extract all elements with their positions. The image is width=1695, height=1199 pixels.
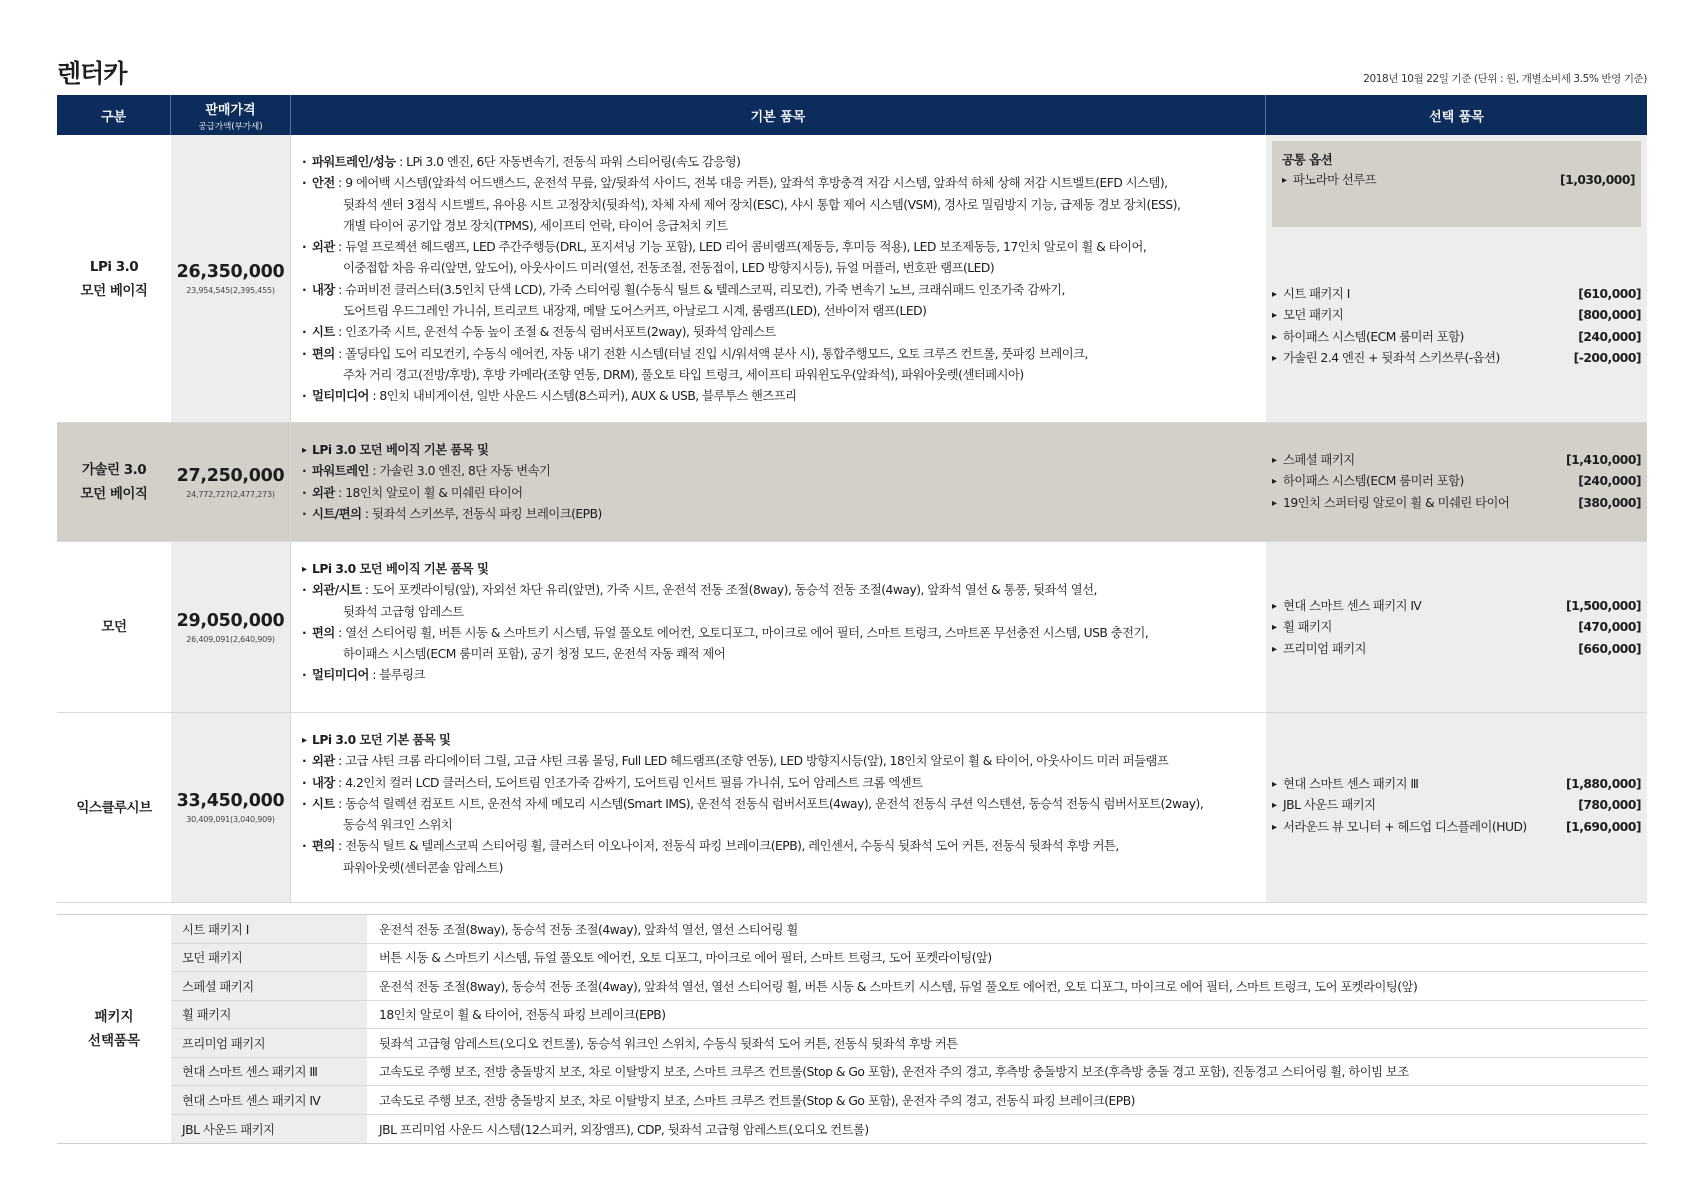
option-line: ▸ 프리미엄 패키지 [660,000] <box>1272 639 1641 660</box>
common-options-title: 공통 옵션 <box>1282 152 1333 167</box>
trim-row-exclusive <box>57 713 1647 903</box>
package-name: 현대 스마트 센스 패키지 Ⅳ <box>171 1086 367 1114</box>
option-items <box>1266 423 1647 541</box>
trim-name: 익스클루시브 <box>76 799 152 816</box>
package-row <box>171 915 1647 944</box>
option-line: ▸ 휠 패키지 [470,000] <box>1272 617 1641 638</box>
option-line: ▸ 가솔린 2.4 엔진 + 뒷좌석 스키쓰루(-옵션) [-200,000] <box>1272 348 1641 369</box>
package-row <box>171 1086 1647 1115</box>
header-price: 판매가격 공급가액(부가세) <box>171 95 291 135</box>
basis-note: 2018년 10월 22일 기준 (단위 : 원, 개별소비세 3.5% 반영 기준) <box>1363 73 1647 85</box>
package-desc: 뒷좌석 고급형 암레스트(오디오 컨트롤), 동승석 워크인 스위치, 수동식 뒷좌석 도어 커튼, 전동식 뒷좌석 후방 커튼 <box>379 1036 958 1051</box>
basic-items <box>291 135 1266 422</box>
feature-line: · 편의 : 전동식 틸트 & 텔레스코픽 스티어링 휠, 클러스터 이오나이저, 전동식 파킹 브레이크(EPB), 레인센서, 수동식 뒷좌석 도어 커튼, 전동식 뒷좌석 후방 커튼, <box>302 836 1256 857</box>
feature-line: · 시트/편의 : 뒷좌석 스키쓰루, 전동식 파킹 브레이크(EPB) <box>302 504 1256 525</box>
feature-continuation: 뒷좌석 고급형 암레스트 <box>343 604 464 619</box>
feature-continuation: 하이패스 시스템(ECM 룸미러 포함), 공기 청정 모드, 운전석 자동 쾌적 제어 <box>343 647 726 662</box>
package-name: 휠 패키지 <box>171 1001 367 1029</box>
feature-line: · 파워트레인/성능 : LPi 3.0 엔진, 6단 자동변속기, 전동식 파워 스티어링(속도 감응형) <box>302 152 1256 173</box>
feature-line: · 외관 : 18인치 알로이 휠 & 미쉐린 타이어 <box>302 483 1256 504</box>
option-line: ▸ 현대 스마트 센스 패키지 Ⅲ [1,880,000] <box>1272 774 1641 795</box>
feature-continuation: 주차 거리 경고(전방/후방), 후방 카메라(조향 연동, DRM), 풀오토 타입 트렁크, 세이프티 파워윈도우(앞좌석), 파워아웃렛(센터페시아) <box>343 367 1024 382</box>
feature-continuation: 파워아웃렛(센터콘솔 암레스트) <box>343 860 503 875</box>
feature-line: · 시트 : 동승석 릴렉션 컴포트 시트, 운전석 자세 메모리 시스템(Smart IMS), 운전석 전동식 럼버서포트(4way), 운전석 전동식 쿠션 익스텐션, 동승석 전동식 럼버서포트(2way), <box>302 794 1256 815</box>
package-desc: 18인치 알로이 휠 & 타이어, 전동식 파킹 브레이크(EPB) <box>379 1008 666 1023</box>
feature-line: · 외관/시트 : 도어 포켓라이팅(앞), 자외선 차단 유리(앞면), 가죽 시트, 운전석 전동 조절(8way), 동승석 전동 조절(4way), 앞좌석 열선 & 통풍, 뒷좌석 열선, <box>302 580 1256 601</box>
trim-row-lpi-modern-basic <box>57 135 1647 423</box>
option-line: ▸ 하이패스 시스템(ECM 룸미러 포함) [240,000] <box>1272 327 1641 348</box>
header-trim: 구분 <box>57 95 171 135</box>
feature-line: · 안전 : 9 에어백 시스템(앞좌석 어드밴스드, 운전석 무릎, 앞/뒷좌석 사이드, 전복 대응 커튼), 앞좌석 후방충격 저감 시스템, 앞좌석 하체 상해 저감 시트벨트(EFD 시스템), <box>302 173 1256 194</box>
feature-continuation: 뒷좌석 센터 3점식 시트벨트, 유아용 시트 고정장치(뒷좌석), 차체 자세 제어 장치(ESC), 샤시 통합 제어 시스템(VSM), 경사로 밀림방지 기능, 급제동 경보 장치(ESS), <box>343 197 1181 212</box>
option-line: ▸ 시트 패키지 Ⅰ [610,000] <box>1272 284 1641 305</box>
feature-line: · 시트 : 인조가죽 시트, 운전석 수동 높이 조절 & 전동식 럼버서포트(2way), 뒷좌석 암레스트 <box>302 322 1256 343</box>
package-name: 현대 스마트 센스 패키지 Ⅲ <box>171 1058 367 1086</box>
option-line: ▸ 현대 스마트 센스 패키지 Ⅳ [1,500,000] <box>1272 596 1641 617</box>
base-note: ▸ LPi 3.0 모던 베이직 기본 품목 및 <box>302 559 1256 580</box>
option-list <box>1272 284 1641 369</box>
feature-line: · 편의 : 열선 스티어링 휠, 버튼 시동 & 스마트키 시스템, 듀얼 풀오토 에어컨, 오토디포그, 마이크로 에어 필터, 스마트 트렁크, 스마트폰 무선충전 시스템, USB 충전기, <box>302 623 1256 644</box>
package-desc: 운전석 전동 조절(8way), 동승석 전동 조절(4way), 앞좌석 열선, 열선 스티어링 휠, 버튼 시동 & 스마트키 시스템, 듀얼 풀오토 에어컨, 오토 디포그, 마이크로 에어 필터, 스마트 트렁크, 도어 포켓라이팅(앞) <box>379 979 1418 994</box>
feature-continuation: 이중접합 차음 유리(앞면, 앞도어), 아웃사이드 미러(열선, 전동조절, 전동접이, LED 방향지시등), 듀얼 머플러, 번호판 램프(LED) <box>343 261 995 276</box>
trim-row-modern <box>57 542 1647 713</box>
page-title: 렌터카 <box>57 59 127 88</box>
package-table <box>57 914 1647 1144</box>
feature-continuation: 도어트림 우드그레인 가니쉬, 트리코트 내장재, 메탈 도어스커프, 아날로그 시계, 룸램프(LED), 선바이저 램프(LED) <box>343 304 927 319</box>
option-line: ▸ 하이패스 시스템(ECM 룸미러 포함) [240,000] <box>1272 471 1641 492</box>
option-list <box>1272 450 1641 514</box>
option-items <box>1266 542 1647 712</box>
package-desc: JBL 프리미엄 사운드 시스템(12스피커, 외장앰프), CDP, 뒷좌석 고급형 암레스트(오디오 컨트롤) <box>379 1122 869 1137</box>
feature-line: · 내장 : 슈퍼비전 클러스터(3.5인치 단색 LCD), 가죽 스티어링 휠(수동식 틸트 & 텔레스코픽, 리모컨), 가죽 변속기 노브, 크래쉬패드 인조가죽 감싸기, <box>302 280 1256 301</box>
basic-items <box>291 423 1266 541</box>
header-option-items: 선택 품목 <box>1429 109 1484 125</box>
feature-line: · 멀티미디어 : 8인치 내비게이션, 일반 사운드 시스템(8스피커), AUX & USB, 블루투스 핸즈프리 <box>302 386 1256 407</box>
package-row <box>171 1115 1647 1144</box>
package-name: 모던 패키지 <box>171 944 367 972</box>
feature-continuation: 동승석 워크인 스위치 <box>343 818 453 833</box>
feature-line: · 멀티미디어 : 블루링크 <box>302 665 1256 686</box>
base-note: ▸ LPi 3.0 모던 베이직 기본 품목 및 <box>302 440 1256 461</box>
trim-name: 가솔린 3.0 모던 베이직 <box>57 423 171 541</box>
package-row <box>171 1029 1647 1058</box>
basic-items <box>291 713 1266 902</box>
option-items <box>1266 713 1647 902</box>
package-row <box>171 944 1647 973</box>
trim-price: 26,350,000 23,954,545(2,395,455) <box>171 135 291 422</box>
package-name: JBL 사운드 패키지 <box>171 1115 367 1144</box>
package-row <box>171 972 1647 1001</box>
package-desc: 버튼 시동 & 스마트키 시스템, 듀얼 풀오토 에어컨, 오토 디포그, 마이크로 에어 필터, 스마트 트렁크, 도어 포켓라이팅(앞) <box>379 951 992 966</box>
feature-line: · 편의 : 폴딩타입 도어 리모컨키, 수동식 에어컨, 자동 내기 전환 시스템(터널 진입 시/워셔액 분사 시), 통합주행모드, 오토 크루즈 컨트롤, 풋파킹 브레이크, <box>302 344 1256 365</box>
package-row <box>171 1001 1647 1030</box>
trim-name: LPi 3.0 모던 베이직 <box>80 258 148 299</box>
option-line: ▸ 서라운드 뷰 모니터 + 헤드업 디스플레이(HUD) [1,690,000] <box>1272 817 1641 838</box>
feature-line: · 외관 : 고급 샤틴 크롬 라디에이터 그릴, 고급 샤틴 크롬 몰딩, Full LED 헤드램프(조향 연동), LED 방향지시등(앞), 18인치 알로이 휠 & 타이어, 아웃사이드 미러 퍼들램프 <box>302 751 1256 772</box>
feature-line: · 외관 : 듀얼 프로젝션 헤드램프, LED 주간주행등(DRL, 포지셔닝 기능 포함), LED 리어 콤비램프(제동등, 후미등 적용), LED 보조제동등, 17인치 알로이 휠 & 타이어, <box>302 237 1256 258</box>
option-list <box>1272 774 1641 838</box>
table-header <box>57 95 1647 135</box>
price-table <box>57 95 1647 903</box>
header-basic-items: 기본 품목 <box>291 95 1266 135</box>
option-line: ▸ JBL 사운드 패키지 [780,000] <box>1272 795 1641 816</box>
package-name: 시트 패키지 Ⅰ <box>171 915 367 943</box>
common-options-box <box>1272 141 1641 227</box>
option-line: ▸ 19인치 스퍼터링 알로이 휠 & 미쉐린 타이어 [380,000] <box>1272 493 1641 514</box>
trim-name: 모던 <box>101 619 127 635</box>
option-line: ▸ 모던 패키지 [800,000] <box>1272 305 1641 326</box>
package-desc: 고속도로 주행 보조, 전방 충돌방지 보조, 차로 이탈방지 보조, 스마트 크루즈 컨트롤(Stop & Go 포함), 운전자 주의 경고, 전동식 파킹 브레이크(EPB) <box>379 1093 1135 1108</box>
option-line: ▸ 파노라마 선루프 [1,030,000] <box>1282 170 1635 191</box>
option-list <box>1272 596 1641 660</box>
package-row <box>171 1058 1647 1087</box>
package-name: 스페셜 패키지 <box>171 972 367 1000</box>
feature-continuation: 개별 타이어 공기압 경보 장치(TPMS), 세이프티 언락, 타이어 응급처치 키트 <box>343 218 728 233</box>
trim-row-gasoline-modern-basic <box>57 423 1647 542</box>
option-line: ▸ 스페셜 패키지 [1,410,000] <box>1272 450 1641 471</box>
trim-price: 29,050,000 26,409,091(2,640,909) <box>171 542 291 712</box>
package-desc: 운전석 전동 조절(8way), 동승석 전동 조절(4way), 앞좌석 열선, 열선 스티어링 휠 <box>379 922 798 937</box>
feature-line: · 내장 : 4.2인치 컬러 LCD 클러스터, 도어트림 인조가죽 감싸기, 도어트림 인서트 필름 가니쉬, 도어 암레스트 크롬 엑센트 <box>302 773 1256 794</box>
basic-items <box>291 542 1266 712</box>
trim-price: 33,450,000 30,409,091(3,040,909) <box>171 713 291 902</box>
base-note: ▸ LPi 3.0 모던 기본 품목 및 <box>302 730 1256 751</box>
feature-line: · 파워트레인 : 가솔린 3.0 엔진, 8단 자동 변속기 <box>302 461 1256 482</box>
trim-price: 27,250,000 24,772,727(2,477,273) <box>171 423 291 541</box>
package-section-label: 패키지 선택품목 <box>87 1009 141 1049</box>
package-desc: 고속도로 주행 보조, 전방 충돌방지 보조, 차로 이탈방지 보조, 스마트 크루즈 컨트롤(Stop & Go 포함), 운전자 주의 경고, 후측방 충돌방지 보조(후측방 충돌 경고 포함), 진동경고 스티어링 휠, 하이빔 보조 <box>379 1065 1409 1080</box>
package-name: 프리미엄 패키지 <box>171 1029 367 1057</box>
option-items <box>1266 135 1647 422</box>
